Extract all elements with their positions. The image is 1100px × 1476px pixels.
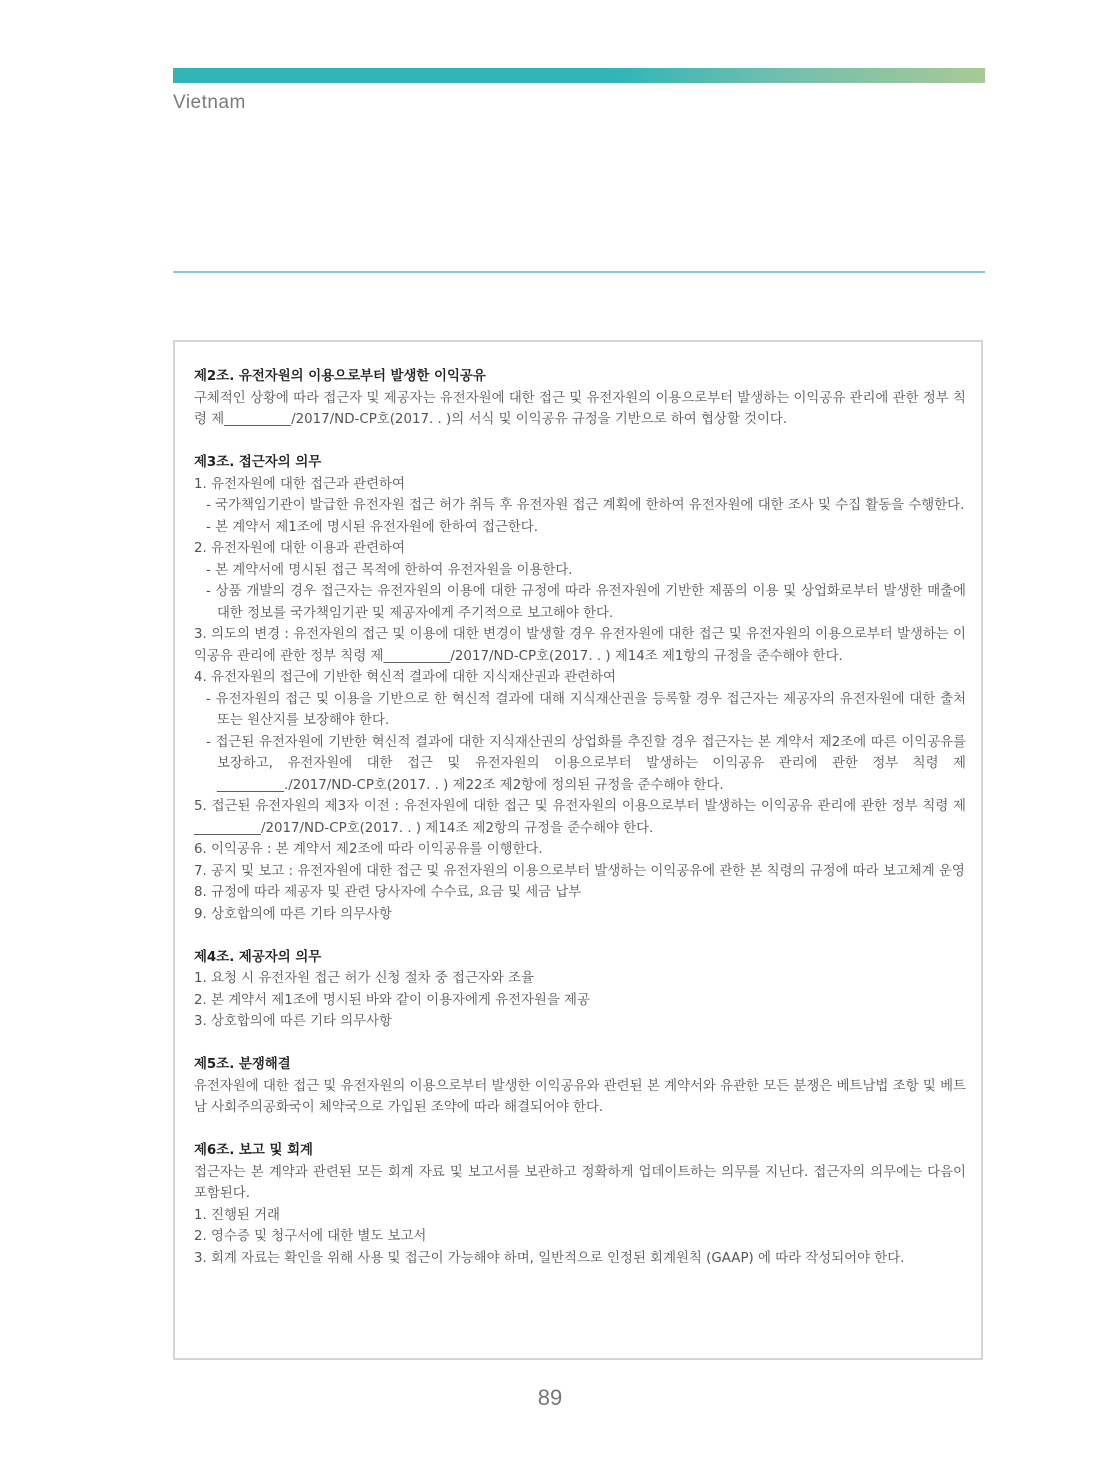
numbered-item: 5. 접근된 유전자원의 제3자 이전 : 유전자원에 대한 접근 및 유전자원의 이용으로부터 발생하는 이익공유 관리에 관한 정부 칙령 제__________/2017/ND-CP호(2017. . ) 제14조 제2항의 규정을 준수해야 한다. [194, 799, 966, 836]
header-color-bar [173, 68, 985, 83]
numbered-item: 7. 공지 및 보고 : 유전자원에 대한 접근 및 유전자원의 이용으로부터 발생하는 이익공유에 관한 본 칙령의 규정에 따라 보고체계 운영 [194, 863, 965, 879]
numbered-item: 4. 유전자원의 접근에 기반한 혁신적 결과에 대한 지식재산권과 관련하여 [194, 670, 616, 685]
numbered-item: 3. 상호합의에 따른 기타 의무사항 [194, 1014, 392, 1029]
numbered-item: 3. 의도의 변경 : 유전자원의 접근 및 이용에 대한 변경이 발생할 경우 유전자원에 대한 접근 및 유전자원의 이용으로부터 발생하는 이익공유 관리에 관한 정부 칙령 제__________/2017/ND-CP호(2017. . ) 제14조 제1항의 규정을 준수해야 한다. [194, 627, 966, 664]
numbered-item: 2. 본 계약서 제1조에 명시된 바와 같이 이용자에게 유전자원을 제공 [194, 992, 590, 1008]
article-section [194, 1054, 966, 1119]
numbered-item: 1. 요청 시 유전자원 접근 허가 신청 절차 중 접근자와 조율 [194, 971, 534, 986]
sub-item: - 본 계약서 제1조에 명시된 유전자원에 한하여 접근한다. [206, 519, 538, 535]
country-label: Vietnam [173, 92, 246, 113]
sub-item: - 접근된 유전자원에 기반한 혁신적 결과에 대한 지식재산권의 상업화를 추진할 경우 접근자는 본 계약서 제2조에 따른 이익공유를 보장하고, 유전자원에 대한 접근 및 유전자원의 이용으로부터 발생하는 이익공유 관리에 관한 정부 칙령 제__________./2017/ND-CP호(2017. . ) 제22조 제2항에 정의된 규정을 준수해야 한다. [206, 734, 966, 793]
numbered-item: 2. 영수증 및 청구서에 대한 별도 보고서 [194, 1229, 427, 1244]
numbered-item: 2. 유전자원에 대한 이용과 관련하여 [194, 541, 405, 556]
article-title: 제6조. 보고 및 회계 [194, 1143, 313, 1158]
article-paragraph: 구체적인 상황에 따라 접근자 및 제공자는 유전자원에 대한 접근 및 유전자원의 이용으로부터 발생하는 이익공유 관리에 관한 정부 칙령 제__________/2017/ND-CP호(2017. . )의 서식 및 이익공유 규정을 기반으로 하여 협상할 것이다. [194, 390, 966, 427]
sub-item: - 본 계약서에 명시된 접근 목적에 한하여 유전자원을 이용한다. [206, 562, 573, 578]
numbered-item: 3. 회계 자료는 확인을 위해 사용 및 접근이 가능해야 하며, 일반적으로 인정된 회계원칙 (GAAP) 에 따라 작성되어야 한다. [194, 1250, 905, 1266]
sub-item: - 상품 개발의 경우 접근자는 유전자원의 이용에 대한 규정에 따라 유전자원에 기반한 제품의 이용 및 상업화로부터 발생한 매출에 대한 정보를 국가책임기관 및 제공자에게 주기적으로 보고해야 한다. [206, 584, 966, 621]
numbered-item: 9. 상호합의에 따른 기타 의무사항 [194, 906, 392, 922]
numbered-item: 1. 유전자원에 대한 접근과 관련하여 [194, 476, 405, 492]
article-section [194, 1140, 966, 1269]
numbered-item: 6. 이익공유 : 본 계약서 제2조에 따라 이익공유를 이행한다. [194, 842, 543, 857]
page-number: 89 [537, 1385, 563, 1410]
article-section [194, 452, 966, 925]
article-title: 제2조. 유전자원의 이용으로부터 발생한 이익공유 [194, 369, 486, 384]
article-paragraph: 유전자원에 대한 접근 및 유전자원의 이용으로부터 발생한 이익공유와 관련된 본 계약서와 유관한 모든 분쟁은 베트남법 조항 및 베트남 사회주의공화국이 체약국으로 가입된 조약에 따라 해결되어야 한다. [194, 1078, 966, 1115]
article-section [194, 947, 966, 1033]
article-title: 제5조. 분쟁해결 [194, 1057, 291, 1072]
sub-item: - 국가책임기관이 발급한 유전자원 접근 허가 취득 후 유전자원 접근 계획에 한하여 유전자원에 대한 조사 및 수집 활동을 수행한다. [206, 498, 965, 513]
numbered-item: 8. 규정에 따라 제공자 및 관련 당사자에 수수료, 요금 및 세금 납부 [194, 885, 582, 900]
article-title: 제3조. 접근자의 의무 [194, 455, 322, 470]
sub-item: - 유전자원의 접근 및 이용을 기반으로 한 혁신적 결과에 대해 지식재산권을 등록할 경우 접근자는 제공자의 유전자원에 대한 출처 또는 원산지를 보장해야 한다. [206, 691, 966, 728]
article-section [194, 366, 966, 431]
article-paragraph: 접근자는 본 계약과 관련된 모든 회계 자료 및 보고서를 보관하고 정확하게 업데이트하는 의무를 지닌다. 접근자의 의무에는 다음이 포함된다. [194, 1164, 966, 1201]
contract-articles [194, 366, 966, 1269]
numbered-item: 1. 진행된 거래 [194, 1207, 280, 1223]
header-divider [173, 271, 985, 273]
article-title: 제4조. 제공자의 의무 [194, 949, 322, 965]
